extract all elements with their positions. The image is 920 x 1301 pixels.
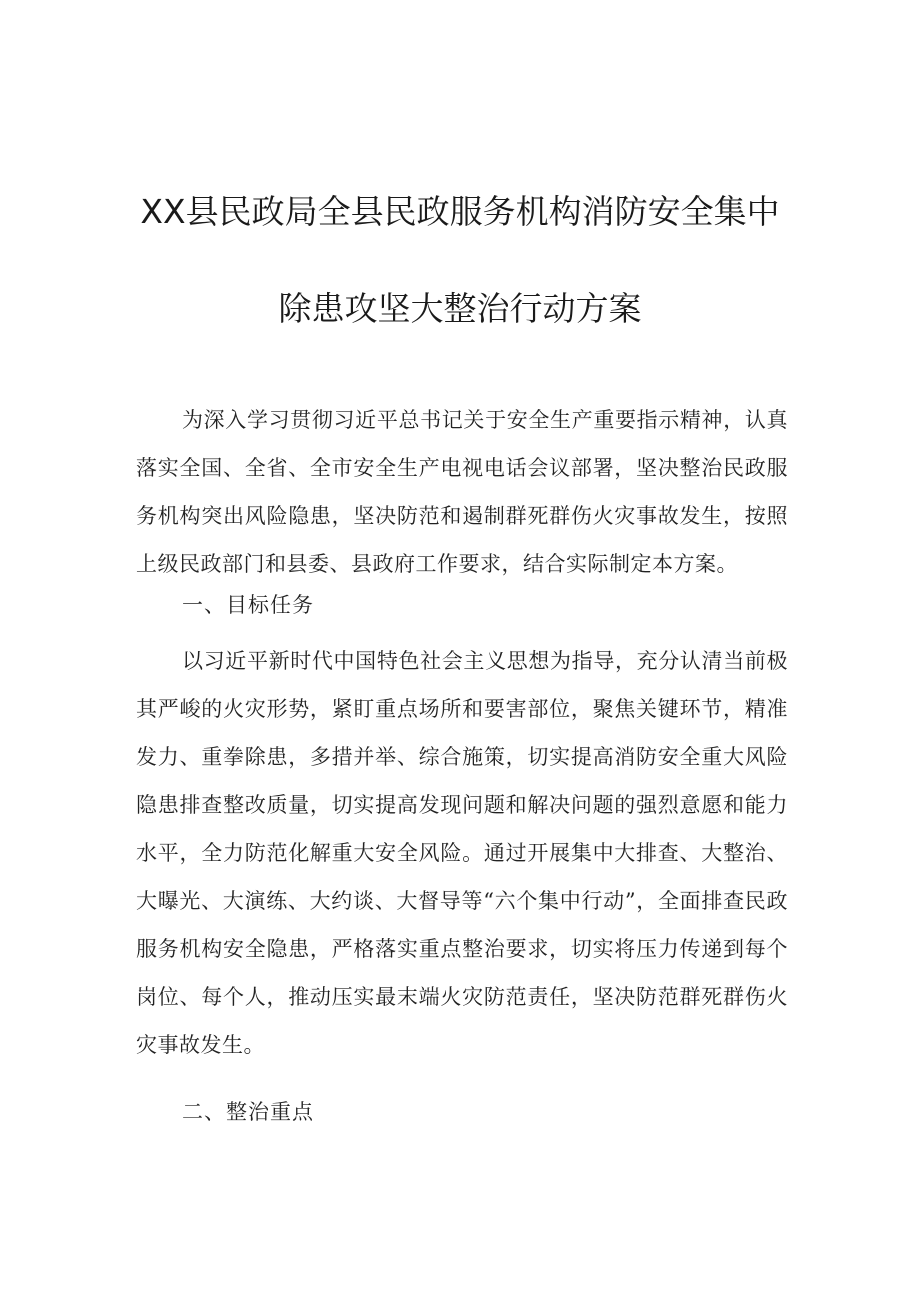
- intro-paragraph: 为深入学习贯彻习近平总书记关于安全生产重要指示精神，认真落实全国、全省、全市安全生产电视电话会议部署，坚决整治民政服务机构突出风险隐患，坚决防范和遏制群死群伤火灾事故发生，按照上级民政部门和县委、县政府工作要求，结合实际制定本方案。: [136, 408, 788, 576]
- section-goals-paragraph: 以习近平新时代中国特色社会主义思想为指导，充分认清当前极其严峻的火灾形势，紧盯重点场所和要害部位，聚焦关键环节，精准发力、重拳除患，多措并举、综合施策，切实提高消防安全重大风险隐患排查整改质量，切实提高发现问题和解决问题的强烈意愿和能力水平，全力防范化解重大安全风险。通过开展集中大排查、大整治、大曝光、大演练、大约谈、大督导等“六个集中行动”，全面排查民政服务机构安全隐患，严格落实重点整治要求，切实将压力传递到每个岗位、每个人，推动压实最末端火灾防范责任，坚决防范群死群伤火灾事故发生。: [136, 649, 788, 1057]
- document-title-line-2: 除患攻坚大整治行动方案: [278, 289, 642, 328]
- document-title-line-1: XX县民政局全县民政服务机构消防安全集中: [140, 192, 780, 231]
- section-heading-goals: 一、目标任务: [182, 593, 314, 617]
- section-heading-focus: 二、整治重点: [182, 1100, 314, 1124]
